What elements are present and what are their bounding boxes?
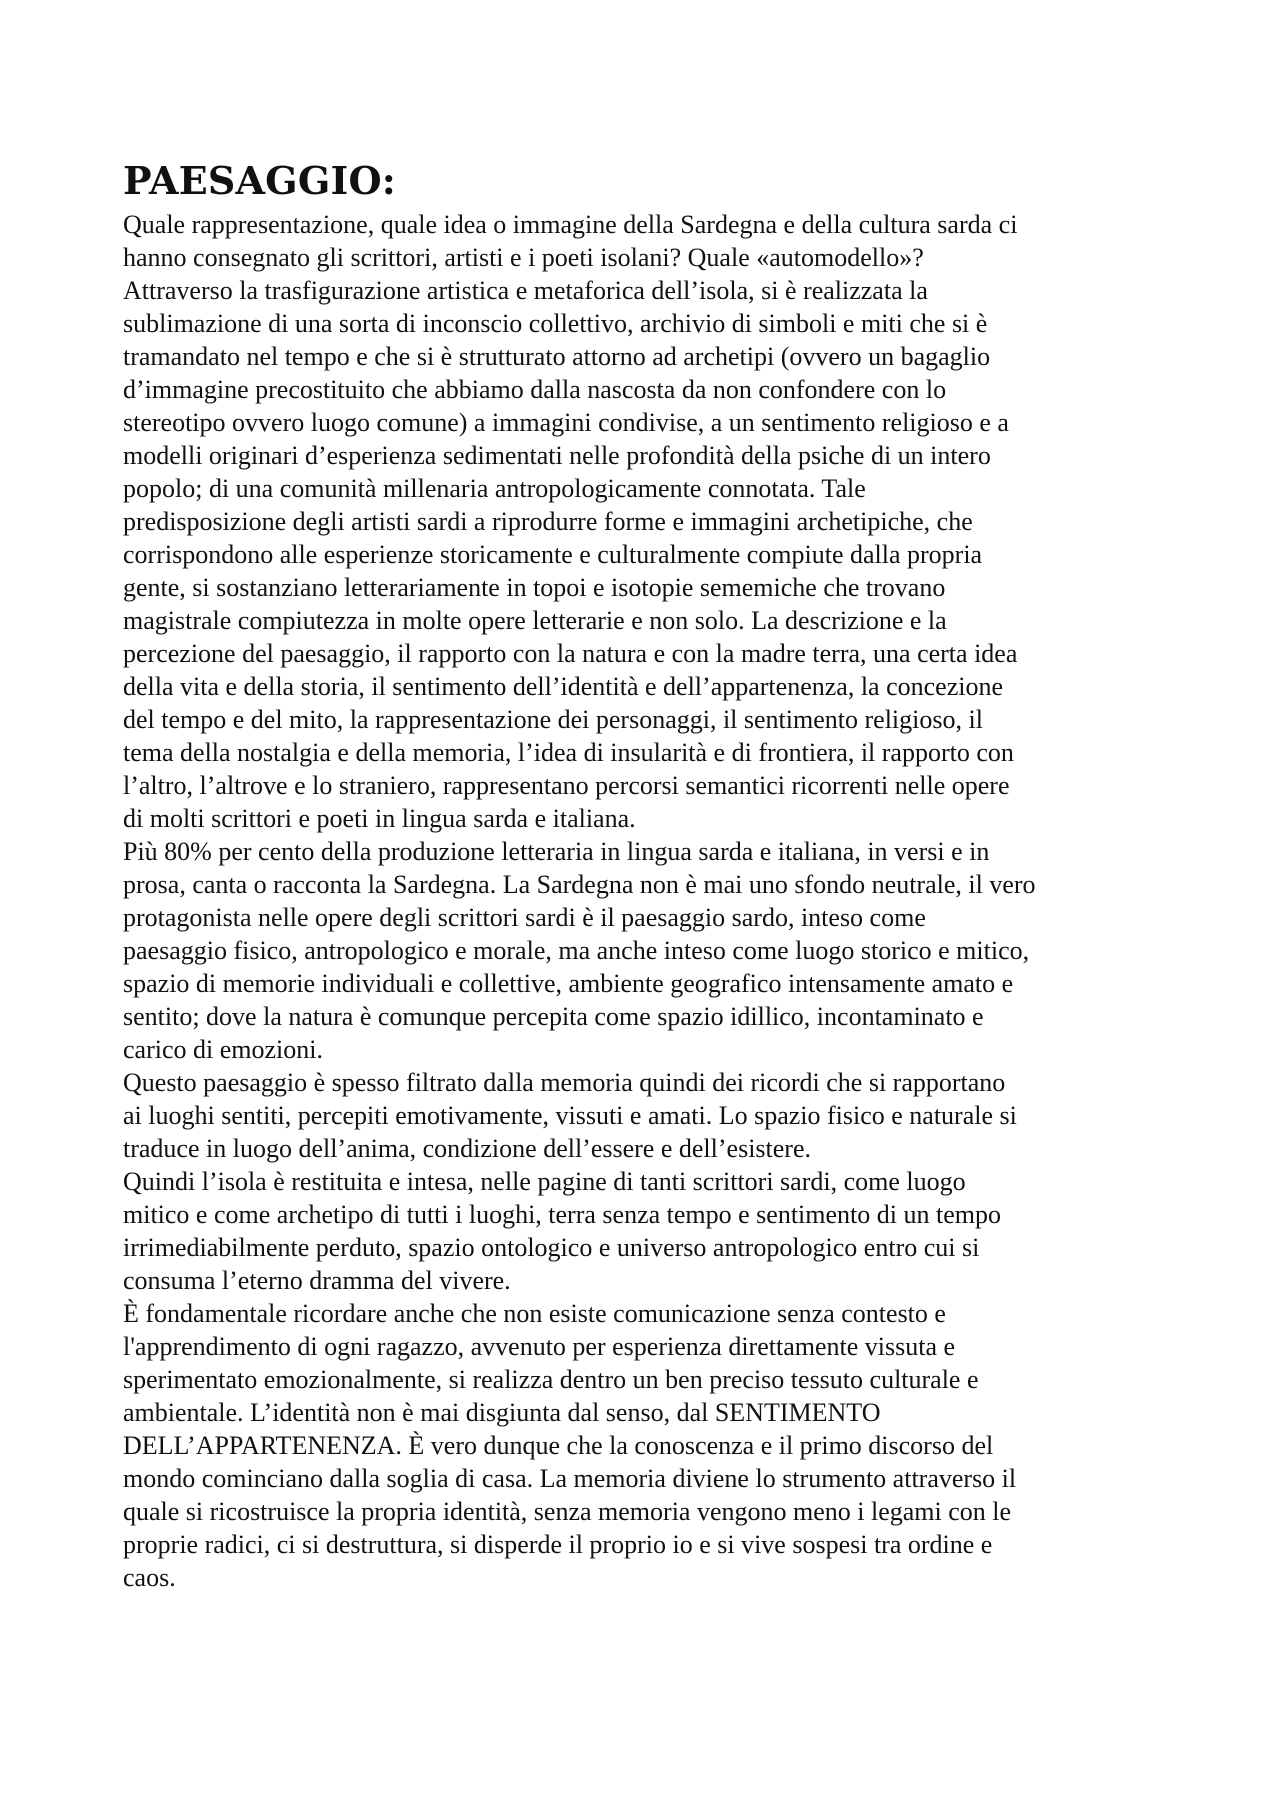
text-line: di molti scrittori e poeti in lingua sarda e italiana. — [123, 804, 636, 833]
text-line: mitico e come archetipo di tutti i luoghi, terra senza tempo e sentimento di un tempo — [123, 1200, 1001, 1229]
text-line: stereotipo ovvero luogo comune) a immagini condivise, a un sentimento religioso e a — [123, 408, 1009, 437]
text-line: protagonista nelle opere degli scrittori sardi è il paesaggio sardo, inteso come — [123, 903, 926, 932]
text-line: paesaggio fisico, antropologico e morale, ma anche inteso come luogo storico e mitico, — [123, 936, 1030, 965]
text-line: Questo paesaggio è spesso filtrato dalla memoria quindi dei ricordi che si rapportano — [123, 1068, 1006, 1097]
text-line: d’immagine precostituito che abbiamo dalla nascosta da non confondere con lo — [123, 375, 947, 404]
text-line: ai luoghi sentiti, percepiti emotivamente, vissuti e amati. Lo spazio fisico e naturale si — [123, 1101, 1017, 1130]
text-line: popolo; di una comunità millenaria antropologicamente connotata. Tale — [123, 474, 866, 503]
text-line: proprie radici, ci si destruttura, si disperde il proprio io e si vive sospesi tra ordine e — [123, 1530, 993, 1559]
text-line: Quindi l’isola è restituita e intesa, nelle pagine di tanti scrittori sardi, come luogo — [123, 1167, 966, 1196]
text-line: magistrale compiutezza in molte opere letterarie e non solo. La descrizione e la — [123, 606, 947, 635]
text-line: mondo cominciano dalla soglia di casa. La memoria diviene lo strumento attraverso il — [123, 1464, 1017, 1493]
text-line: quale si ricostruisce la propria identità, senza memoria vengono meno i legami con le — [123, 1497, 1012, 1526]
paragraph — [123, 1297, 1168, 1594]
text-line: l’altro, l’altrove e lo straniero, rappresentano percorsi semantici ricorrenti nelle opere — [123, 771, 1010, 800]
text-line: modelli originari d’esperienza sedimentati nelle profondità della psiche di un intero — [123, 441, 991, 470]
text-line: gente, si sostanziano letterariamente in topoi e isotopie sememiche che trovano — [123, 573, 946, 602]
text-line: DELL’APPARTENENZA. È vero dunque che la conoscenza e il primo discorso del — [123, 1431, 994, 1460]
text-line: sublimazione di una sorta di inconscio collettivo, archivio di simboli e miti che si è — [123, 309, 988, 338]
text-line: tema della nostalgia e della memoria, l’idea di insularità e di frontiera, il rapporto con — [123, 738, 1014, 767]
text-line: consuma l’eterno dramma del vivere. — [123, 1266, 511, 1295]
text-line: irrimediabilmente perduto, spazio ontologico e universo antropologico entro cui si — [123, 1233, 980, 1262]
paragraph — [123, 208, 1168, 835]
text-line: Quale rappresentazione, quale idea o immagine della Sardegna e della cultura sarda ci — [123, 210, 1018, 239]
text-line: traduce in luogo dell’anima, condizione dell’essere e dell’esistere. — [123, 1134, 811, 1163]
text-line: prosa, canta o racconta la Sardegna. La Sardegna non è mai uno sfondo neutrale, il vero — [123, 870, 1036, 899]
text-line: percezione del paesaggio, il rapporto con la natura e con la madre terra, una certa idea — [123, 639, 1018, 668]
paragraph — [123, 835, 1168, 1066]
text-line: ambientale. L’identità non è mai disgiunta dal senso, dal SENTIMENTO — [123, 1398, 881, 1427]
text-line: Attraverso la trasfigurazione artistica e metaforica dell’isola, si è realizzata la — [123, 276, 928, 305]
document-content — [123, 158, 1168, 1594]
text-line: tramandato nel tempo e che si è strutturato attorno ad archetipi (ovvero un bagaglio — [123, 342, 991, 371]
text-line: spazio di memorie individuali e collettive, ambiente geografico intensamente amato e — [123, 969, 1014, 998]
text-line: l'apprendimento di ogni ragazzo, avvenuto per esperienza direttamente vissuta e — [123, 1332, 956, 1361]
text-line: sperimentato emozionalmente, si realizza dentro un ben preciso tessuto culturale e — [123, 1365, 979, 1394]
paragraph — [123, 1165, 1168, 1297]
body-text — [123, 208, 1168, 1594]
page-title: PAESAGGIO: — [123, 158, 396, 203]
paragraph — [123, 1066, 1168, 1165]
text-line: Più 80% per cento della produzione letteraria in lingua sarda e italiana, in versi e in — [123, 837, 990, 866]
text-line: della vita e della storia, il sentimento dell’identità e dell’appartenenza, la concezione — [123, 672, 1004, 701]
text-line: sentito; dove la natura è comunque percepita come spazio idillico, incontaminato e — [123, 1002, 984, 1031]
text-line: corrispondono alle esperienze storicamente e culturalmente compiute dalla propria — [123, 540, 983, 569]
text-line: del tempo e del mito, la rappresentazione dei personaggi, il sentimento religioso, il — [123, 705, 983, 734]
text-line: predisposizione degli artisti sardi a riprodurre forme e immagini archetipiche, che — [123, 507, 973, 536]
text-line: hanno consegnato gli scrittori, artisti e i poeti isolani? Quale «automodello»? — [123, 243, 924, 272]
text-line: caos. — [123, 1563, 176, 1592]
text-line: È fondamentale ricordare anche che non esiste comunicazione senza contesto e — [123, 1299, 946, 1328]
text-line: carico di emozioni. — [123, 1035, 323, 1064]
